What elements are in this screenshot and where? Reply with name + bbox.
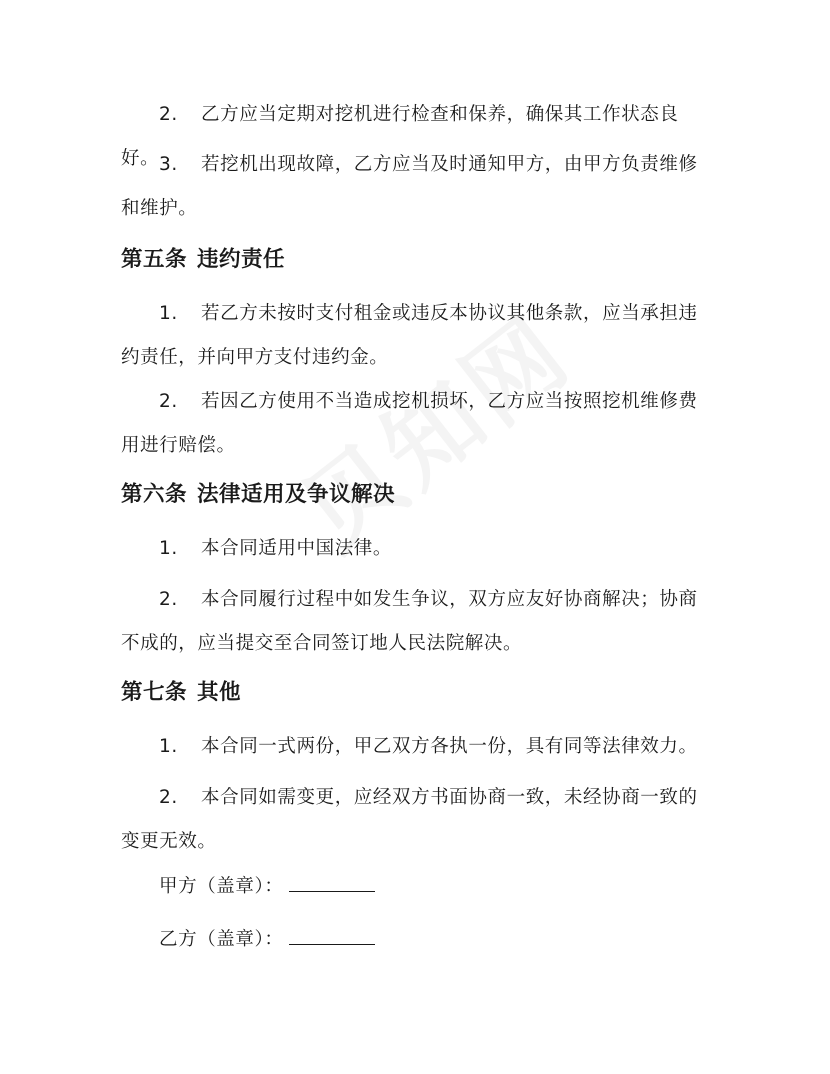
item-number: 2. bbox=[159, 104, 178, 125]
clause-7-item-2 bbox=[121, 776, 711, 864]
item-text: 若因乙方使用不当造成挖机损坏，乙方应当按照挖机维修费用进行赔偿。 bbox=[121, 391, 698, 456]
signature-label: 甲方（盖章）： bbox=[159, 876, 284, 897]
item-number: 2. bbox=[159, 589, 178, 610]
section-title: 违约责任 bbox=[197, 247, 286, 272]
section-title: 其他 bbox=[197, 680, 242, 705]
item-number: 1. bbox=[159, 736, 178, 757]
signature-line bbox=[289, 922, 375, 945]
item-number: 3. bbox=[159, 154, 178, 175]
clause-4-item-3 bbox=[121, 143, 711, 231]
section-heading-7 bbox=[121, 673, 241, 713]
item-number: 2. bbox=[159, 787, 178, 808]
clause-5-item-2 bbox=[121, 380, 711, 468]
item-number: 2. bbox=[159, 391, 178, 412]
item-text: 本合同如需变更，应经双方书面协商一致，未经协商一致的变更无效。 bbox=[121, 787, 698, 852]
clause-7-item-1 bbox=[121, 725, 711, 769]
section-heading-6 bbox=[121, 475, 395, 515]
item-text: 若挖机出现故障，乙方应当及时通知甲方，由甲方负责维修和维护。 bbox=[121, 154, 698, 219]
item-text: 乙方应当定期对挖机进行检查和保养，确保其工作状态良好。 bbox=[121, 104, 679, 169]
item-number: 1. bbox=[159, 303, 178, 324]
party-a-signature bbox=[159, 867, 375, 907]
clause-6-item-2 bbox=[121, 578, 711, 666]
section-number: 第五条 bbox=[121, 247, 188, 272]
clause-5-item-1 bbox=[121, 292, 711, 380]
clause-6-item-1 bbox=[121, 527, 711, 571]
item-text: 本合同一式两份，甲乙双方各执一份，具有同等法律效力。 bbox=[201, 736, 698, 757]
item-text: 本合同履行过程中如发生争议，双方应友好协商解决；协商不成的，应当提交至合同签订地人民法院解决。 bbox=[121, 589, 698, 654]
section-number: 第七条 bbox=[121, 680, 188, 705]
item-text: 若乙方未按时支付租金或违反本协议其他条款，应当承担违约责任，并向甲方支付违约金。 bbox=[121, 303, 698, 368]
section-number: 第六条 bbox=[121, 482, 188, 507]
item-number: 1. bbox=[159, 538, 178, 559]
signature-label: 乙方（盖章）： bbox=[159, 929, 284, 950]
signature-line bbox=[289, 869, 375, 892]
section-heading-5 bbox=[121, 240, 285, 280]
party-b-signature bbox=[159, 920, 375, 960]
section-title: 法律适用及争议解决 bbox=[197, 482, 396, 507]
item-text: 本合同适用中国法律。 bbox=[201, 538, 393, 559]
